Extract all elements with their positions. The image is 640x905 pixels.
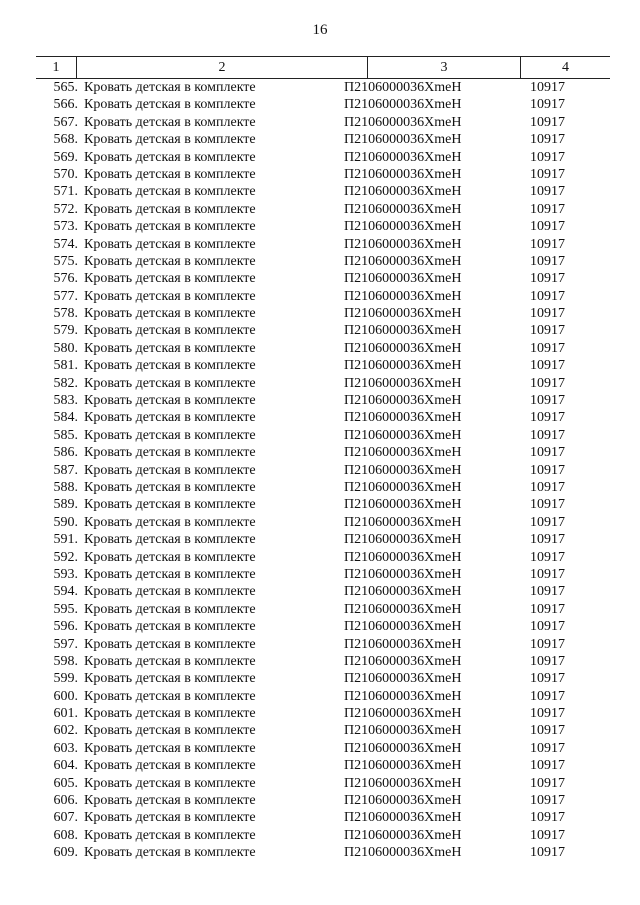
item-quantity: 10917	[530, 584, 565, 600]
item-code: П2106000036ХmeH	[344, 827, 462, 843]
item-quantity: 10917	[530, 653, 565, 669]
row-number: 606.	[53, 793, 78, 809]
item-name: Кровать детская в комплекте	[84, 306, 256, 322]
item-name: Кровать детская в комплекте	[84, 358, 256, 374]
item-name: Кровать детская в комплекте	[84, 566, 256, 582]
row-number: 588.	[53, 479, 78, 495]
item-name: Кровать детская в комплекте	[84, 532, 256, 548]
item-code: П2106000036ХmeH	[344, 532, 462, 548]
item-code: П2106000036ХmeH	[344, 671, 462, 687]
row-number: 596.	[53, 619, 78, 635]
item-name: Кровать детская в комплекте	[84, 80, 256, 95]
header-col-4: 4	[562, 60, 569, 75]
item-name: Кровать детская в комплекте	[84, 775, 256, 791]
row-number: 594.	[53, 584, 78, 600]
item-quantity: 10917	[530, 497, 565, 513]
row-number: 603.	[53, 740, 78, 756]
table-row	[36, 183, 610, 200]
item-name: Кровать детская в комплекте	[84, 479, 256, 495]
row-number: 604.	[53, 758, 78, 774]
item-name: Кровать детская в комплекте	[84, 549, 256, 565]
row-number: 578.	[53, 306, 78, 322]
table-row	[36, 131, 610, 148]
item-quantity: 10917	[530, 758, 565, 774]
item-name: Кровать детская в комплекте	[84, 758, 256, 774]
item-quantity: 10917	[530, 149, 565, 165]
item-code: П2106000036ХmeH	[344, 619, 462, 635]
item-name: Кровать детская в комплекте	[84, 445, 256, 461]
table-row	[36, 427, 610, 444]
table-row	[36, 96, 610, 113]
item-quantity: 10917	[530, 306, 565, 322]
table-row	[36, 201, 610, 218]
table-row	[36, 705, 610, 722]
item-name: Кровать детская в комплекте	[84, 288, 256, 304]
item-name: Кровать детская в комплекте	[84, 827, 256, 843]
item-quantity: 10917	[530, 601, 565, 617]
table-row	[36, 444, 610, 461]
row-number: 591.	[53, 532, 78, 548]
table-row	[36, 792, 610, 809]
item-code: П2106000036ХmeH	[344, 236, 462, 252]
item-code: П2106000036ХmeH	[344, 288, 462, 304]
table-row	[36, 149, 610, 166]
item-code: П2106000036ХmeH	[344, 375, 462, 391]
row-number: 585.	[53, 427, 78, 443]
table-row	[36, 688, 610, 705]
item-quantity: 10917	[530, 479, 565, 495]
row-number: 587.	[53, 462, 78, 478]
item-name: Кровать детская в комплекте	[84, 271, 256, 287]
header-col-3: 3	[440, 60, 448, 75]
item-name: Кровать детская в комплекте	[84, 340, 256, 356]
item-name: Кровать детская в комплекте	[84, 688, 256, 704]
table-row	[36, 218, 610, 235]
row-number: 602.	[53, 723, 78, 739]
item-quantity: 10917	[530, 549, 565, 565]
row-number: 584.	[53, 410, 78, 426]
row-number: 593.	[53, 566, 78, 582]
item-name: Кровать детская в комплекте	[84, 201, 256, 217]
row-number: 600.	[53, 688, 78, 704]
item-name: Кровать детская в комплекте	[84, 497, 256, 513]
row-number: 599.	[53, 671, 78, 687]
item-name: Кровать детская в комплекте	[84, 723, 256, 739]
item-quantity: 10917	[530, 184, 565, 200]
item-quantity: 10917	[530, 845, 565, 861]
item-name: Кровать детская в комплекте	[84, 236, 256, 252]
page-number: 16	[312, 22, 328, 38]
item-quantity: 10917	[530, 462, 565, 478]
table-row	[36, 549, 610, 566]
table-row	[36, 844, 610, 861]
item-name: Кровать детская в комплекте	[84, 636, 256, 652]
item-quantity: 10917	[530, 114, 565, 130]
table-row	[36, 340, 610, 357]
table-row	[36, 79, 610, 96]
item-code: П2106000036ХmeH	[344, 706, 462, 722]
row-number: 570.	[53, 166, 78, 182]
item-code: П2106000036ХmeH	[344, 166, 462, 182]
item-quantity: 10917	[530, 740, 565, 756]
row-number: 595.	[53, 601, 78, 617]
item-name: Кровать детская в комплекте	[84, 619, 256, 635]
table-header-row	[36, 56, 610, 79]
item-quantity: 10917	[530, 166, 565, 182]
table-row	[36, 531, 610, 548]
item-code: П2106000036ХmeH	[344, 566, 462, 582]
item-code: П2106000036ХmeH	[344, 601, 462, 617]
item-quantity: 10917	[530, 358, 565, 374]
item-name: Кровать детская в комплекте	[84, 671, 256, 687]
item-name: Кровать детская в комплекте	[84, 601, 256, 617]
item-code: П2106000036ХmeH	[344, 253, 462, 269]
row-number: 589.	[53, 497, 78, 513]
item-quantity: 10917	[530, 236, 565, 252]
item-quantity: 10917	[530, 219, 565, 235]
item-code: П2106000036ХmeH	[344, 514, 462, 530]
item-quantity: 10917	[530, 671, 565, 687]
item-code: П2106000036ХmeH	[344, 410, 462, 426]
row-number: 575.	[53, 253, 78, 269]
item-name: Кровать детская в комплекте	[84, 253, 256, 269]
row-number: 598.	[53, 653, 78, 669]
item-name: Кровать детская в комплекте	[84, 810, 256, 826]
table-row	[36, 322, 610, 339]
item-quantity: 10917	[530, 723, 565, 739]
item-code: П2106000036ХmeH	[344, 723, 462, 739]
header-col-1: 1	[52, 60, 60, 75]
item-quantity: 10917	[530, 775, 565, 791]
item-quantity: 10917	[530, 201, 565, 217]
item-code: П2106000036ХmeH	[344, 219, 462, 235]
row-number: 582.	[53, 375, 78, 391]
item-code: П2106000036ХmeH	[344, 340, 462, 356]
item-code: П2106000036ХmeH	[344, 636, 462, 652]
item-quantity: 10917	[530, 427, 565, 443]
table-row	[36, 740, 610, 757]
table-row	[36, 636, 610, 653]
item-quantity: 10917	[530, 793, 565, 809]
item-name: Кровать детская в комплекте	[84, 219, 256, 235]
item-quantity: 10917	[530, 80, 565, 95]
item-quantity: 10917	[530, 445, 565, 461]
item-code: П2106000036ХmeH	[344, 688, 462, 704]
table-row	[36, 722, 610, 739]
item-quantity: 10917	[530, 410, 565, 426]
table-row	[36, 392, 610, 409]
item-quantity: 10917	[530, 706, 565, 722]
table-row	[36, 114, 610, 131]
item-code: П2106000036ХmeH	[344, 810, 462, 826]
item-code: П2106000036ХmeH	[344, 97, 462, 113]
table-row	[36, 357, 610, 374]
item-code: П2106000036ХmeH	[344, 306, 462, 322]
item-quantity: 10917	[530, 253, 565, 269]
table-row	[36, 809, 610, 826]
item-code: П2106000036ХmeH	[344, 201, 462, 217]
item-quantity: 10917	[530, 688, 565, 704]
table-row	[36, 827, 610, 844]
row-number: 609.	[53, 845, 78, 861]
item-name: Кровать детская в комплекте	[84, 132, 256, 148]
table-row	[36, 653, 610, 670]
item-quantity: 10917	[530, 566, 565, 582]
row-number: 583.	[53, 393, 78, 409]
item-code: П2106000036ХmeH	[344, 184, 462, 200]
header-col-2: 2	[218, 60, 226, 75]
item-code: П2106000036ХmeH	[344, 323, 462, 339]
table-row	[36, 514, 610, 531]
row-number: 605.	[53, 775, 78, 791]
item-name: Кровать детская в комплекте	[84, 323, 256, 339]
row-number: 580.	[53, 340, 78, 356]
row-number: 579.	[53, 323, 78, 339]
item-name: Кровать детская в комплекте	[84, 706, 256, 722]
item-quantity: 10917	[530, 636, 565, 652]
row-number: 568.	[53, 132, 78, 148]
table-row	[36, 166, 610, 183]
row-number: 576.	[53, 271, 78, 287]
row-number: 577.	[53, 288, 78, 304]
item-code: П2106000036ХmeH	[344, 758, 462, 774]
item-code: П2106000036ХmeH	[344, 479, 462, 495]
table-row	[36, 496, 610, 513]
item-code: П2106000036ХmeH	[344, 271, 462, 287]
row-number: 567.	[53, 114, 78, 130]
item-quantity: 10917	[530, 810, 565, 826]
item-name: Кровать детская в комплекте	[84, 114, 256, 130]
row-number: 586.	[53, 445, 78, 461]
item-name: Кровать детская в комплекте	[84, 184, 256, 200]
item-name: Кровать детская в комплекте	[84, 462, 256, 478]
item-code: П2106000036ХmeH	[344, 80, 462, 95]
item-name: Кровать детская в комплекте	[84, 375, 256, 391]
item-name: Кровать детская в комплекте	[84, 410, 256, 426]
item-code: П2106000036ХmeH	[344, 845, 462, 861]
item-name: Кровать детская в комплекте	[84, 845, 256, 861]
row-number: 572.	[53, 201, 78, 217]
item-code: П2106000036ХmeH	[344, 114, 462, 130]
table-body	[36, 79, 610, 862]
table-row	[36, 479, 610, 496]
item-name: Кровать детская в комплекте	[84, 793, 256, 809]
table-row	[36, 288, 610, 305]
table-row	[36, 375, 610, 392]
item-quantity: 10917	[530, 827, 565, 843]
table-row	[36, 409, 610, 426]
inventory-table	[36, 56, 610, 862]
table-row	[36, 601, 610, 618]
table-row	[36, 270, 610, 287]
row-number: 565.	[53, 80, 78, 95]
table-row	[36, 566, 610, 583]
item-quantity: 10917	[530, 393, 565, 409]
row-number: 608.	[53, 827, 78, 843]
item-code: П2106000036ХmeH	[344, 740, 462, 756]
item-code: П2106000036ХmeH	[344, 358, 462, 374]
item-quantity: 10917	[530, 323, 565, 339]
item-name: Кровать детская в комплекте	[84, 166, 256, 182]
row-number: 581.	[53, 358, 78, 374]
item-code: П2106000036ХmeH	[344, 793, 462, 809]
item-quantity: 10917	[530, 532, 565, 548]
row-number: 597.	[53, 636, 78, 652]
item-name: Кровать детская в комплекте	[84, 393, 256, 409]
table-row	[36, 757, 610, 774]
item-name: Кровать детская в комплекте	[84, 97, 256, 113]
item-code: П2106000036ХmeH	[344, 132, 462, 148]
item-quantity: 10917	[530, 288, 565, 304]
item-quantity: 10917	[530, 271, 565, 287]
row-number: 590.	[53, 514, 78, 530]
item-quantity: 10917	[530, 375, 565, 391]
item-quantity: 10917	[530, 97, 565, 113]
item-name: Кровать детская в комплекте	[84, 584, 256, 600]
item-code: П2106000036ХmeH	[344, 584, 462, 600]
item-code: П2106000036ХmeH	[344, 497, 462, 513]
row-number: 607.	[53, 810, 78, 826]
table-row	[36, 253, 610, 270]
item-code: П2106000036ХmeH	[344, 393, 462, 409]
item-code: П2106000036ХmeH	[344, 549, 462, 565]
table-row	[36, 305, 610, 322]
item-code: П2106000036ХmeH	[344, 775, 462, 791]
item-code: П2106000036ХmeH	[344, 427, 462, 443]
item-code: П2106000036ХmeH	[344, 149, 462, 165]
item-quantity: 10917	[530, 619, 565, 635]
row-number: 574.	[53, 236, 78, 252]
table-row	[36, 462, 610, 479]
item-name: Кровать детская в комплекте	[84, 740, 256, 756]
row-number: 573.	[53, 219, 78, 235]
table-row	[36, 236, 610, 253]
item-code: П2106000036ХmeH	[344, 653, 462, 669]
table-row	[36, 775, 610, 792]
item-name: Кровать детская в комплекте	[84, 427, 256, 443]
table-row	[36, 670, 610, 687]
row-number: 569.	[53, 149, 78, 165]
row-number: 601.	[53, 706, 78, 722]
item-code: П2106000036ХmeH	[344, 445, 462, 461]
row-number: 571.	[53, 184, 78, 200]
row-number: 566.	[53, 97, 78, 113]
item-code: П2106000036ХmeH	[344, 462, 462, 478]
item-quantity: 10917	[530, 132, 565, 148]
item-quantity: 10917	[530, 340, 565, 356]
table-row	[36, 618, 610, 635]
item-name: Кровать детская в комплекте	[84, 514, 256, 530]
item-quantity: 10917	[530, 514, 565, 530]
item-name: Кровать детская в комплекте	[84, 149, 256, 165]
item-name: Кровать детская в комплекте	[84, 653, 256, 669]
table-row	[36, 583, 610, 600]
row-number: 592.	[53, 549, 78, 565]
